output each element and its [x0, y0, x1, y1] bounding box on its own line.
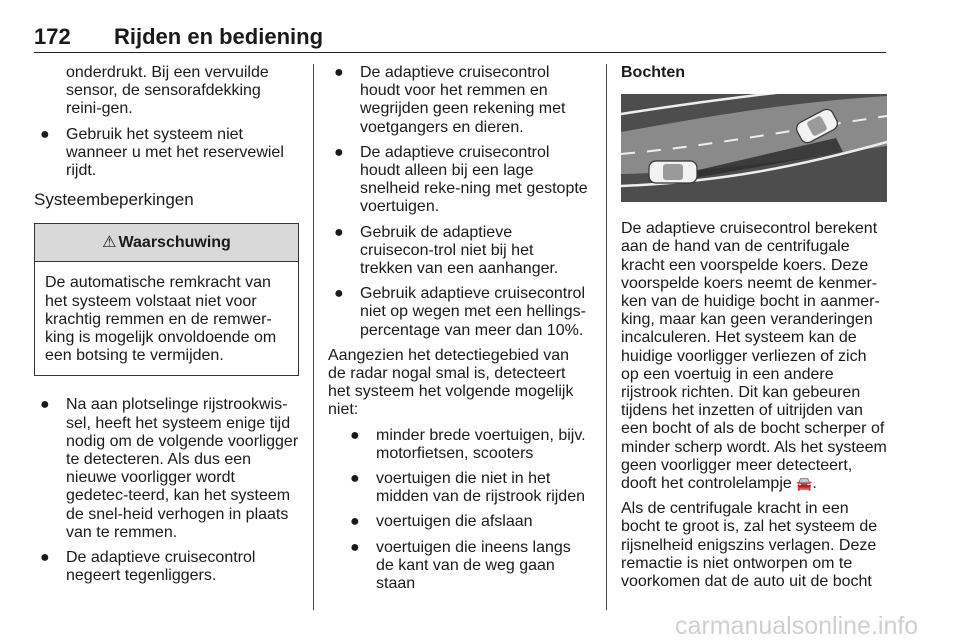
sub-list — [328, 427, 590, 594]
warning-triangle-icon: ⚠ — [102, 233, 117, 251]
warning-box — [34, 223, 299, 376]
list-item-text: Gebruik adaptieve cruisecontrol niet op wegen met een hellings-percentage van meer dan 10%. — [360, 285, 586, 339]
list-item — [328, 470, 590, 506]
column-middle — [328, 64, 590, 600]
list-item — [34, 396, 299, 542]
curve-illustration — [621, 94, 887, 202]
bullet-icon: ● — [334, 285, 344, 303]
list-item — [328, 285, 590, 340]
list-item-text: De adaptieve cruisecontrol houdt alleen bij een lage snelheid reke-ning met gestopte voertuigen. — [360, 143, 588, 216]
watermark: carmanualsonline.info — [675, 612, 919, 640]
list-item-text: Gebruik het systeem niet wanneer u met het reservewiel rijdt. — [66, 125, 284, 180]
list-item — [328, 224, 590, 279]
list-item — [328, 539, 590, 594]
section-heading: Bochten — [621, 64, 685, 81]
list-item-text: Na aan plotselinge rijstrookwis-sel, heeft het systeem enige tijd nodig om de volgende voorligger te detecteren. Als dus een nieuwe voorligger wordt gedetec-teerd, kan het systeem de snel-heid verhogen in plaats van te remmen. — [66, 396, 299, 541]
list-item-text: voertuigen die ineens langs de kant van de weg gaan staan — [376, 538, 571, 593]
body-paragraph — [621, 220, 887, 493]
bullet-icon: ● — [350, 426, 360, 444]
page-title: Rijden en bediening — [114, 24, 324, 49]
bullet-icon: ● — [334, 223, 344, 241]
warning-title: Waarschuwing — [118, 233, 231, 251]
list-item — [328, 427, 590, 463]
body-text: De adaptieve cruisecontrol berekent aan de hand van de centrifugale kracht een voorspelde koers. Deze voorspelde koers neemt de kenmer-ken van de huidige bocht in aanmer-king, maar kan geen veranderingen incalculeren. Het systeem kan de huidige voorligger verliezen of zich op een voertuig in een andere rijstrook richten. Dit kan gebeuren tijdens het inzetten of uitrijden van een bocht of als de bocht scherper of minder scherp wordt. Als het systeem geen voorligger meer detecteert, dooft het controlelampje — [621, 220, 887, 493]
body-paragraph: Als de centrifugale kracht in een bocht te groot is, zal het systeem de rijsnelheid enigszins verlagen. Deze remactie is niet ontworpen om te voorkomen dat de auto uit de bocht — [621, 500, 878, 591]
list-item — [328, 64, 590, 137]
sentence-end: . — [812, 475, 817, 493]
list-item — [34, 126, 299, 181]
bullet-icon: ● — [40, 396, 50, 414]
section-title: Systeembeperkingen — [34, 190, 194, 210]
list-item-text: Gebruik de adaptieve cruisecon-trol niet bij het trekken van een aanhanger. — [360, 223, 559, 278]
list-item-text: De adaptieve cruisecontrol houdt voor het remmen en wegrijden geen rekening met voetgangers en dieren. — [360, 64, 566, 136]
list-item — [328, 513, 590, 531]
list-item — [328, 144, 590, 217]
bullet-icon: ● — [350, 470, 360, 488]
list-item-text: voertuigen die afslaan — [376, 513, 533, 531]
own-car — [649, 161, 697, 183]
bullet-icon: ● — [40, 125, 50, 143]
warning-header — [35, 224, 298, 262]
warning-body: De automatische remkracht van het systeem volstaat niet voor krachtig remmen en de remwer-king is mogelijk onvoldoende om een botsing te vermijden. — [45, 274, 277, 365]
page-header — [34, 24, 886, 53]
column-divider — [313, 64, 314, 610]
list-item-text: De adaptieve cruisecontrol negeert tegenliggers. — [66, 549, 256, 585]
bullet-icon: ● — [40, 549, 50, 567]
continued-text: onderdrukt. Bij een vervuilde sensor, de sensorafdekking reini-gen. — [66, 64, 269, 118]
body-paragraph: Aangezien het detectiegebied van de radar nogal smal is, detecteert het systeem het volgende mogelijk niet: — [328, 346, 574, 419]
bullet-icon: ● — [350, 513, 360, 531]
bullet-icon: ● — [334, 143, 344, 161]
page-number: 172 — [34, 24, 71, 49]
column-divider — [606, 64, 607, 610]
column-left — [34, 64, 299, 592]
bullet-icon: ● — [350, 538, 360, 556]
bullet-icon: ● — [334, 64, 344, 81]
list-item-text: minder brede voertuigen, bijv. motorfietsen, scooters — [376, 426, 586, 462]
list-item-text: voertuigen die niet in het midden van de rijstrook rijden — [376, 470, 585, 506]
list-item — [34, 549, 299, 585]
column-right — [621, 64, 887, 598]
vehicle-ahead-icon: 🚘 — [796, 476, 813, 492]
